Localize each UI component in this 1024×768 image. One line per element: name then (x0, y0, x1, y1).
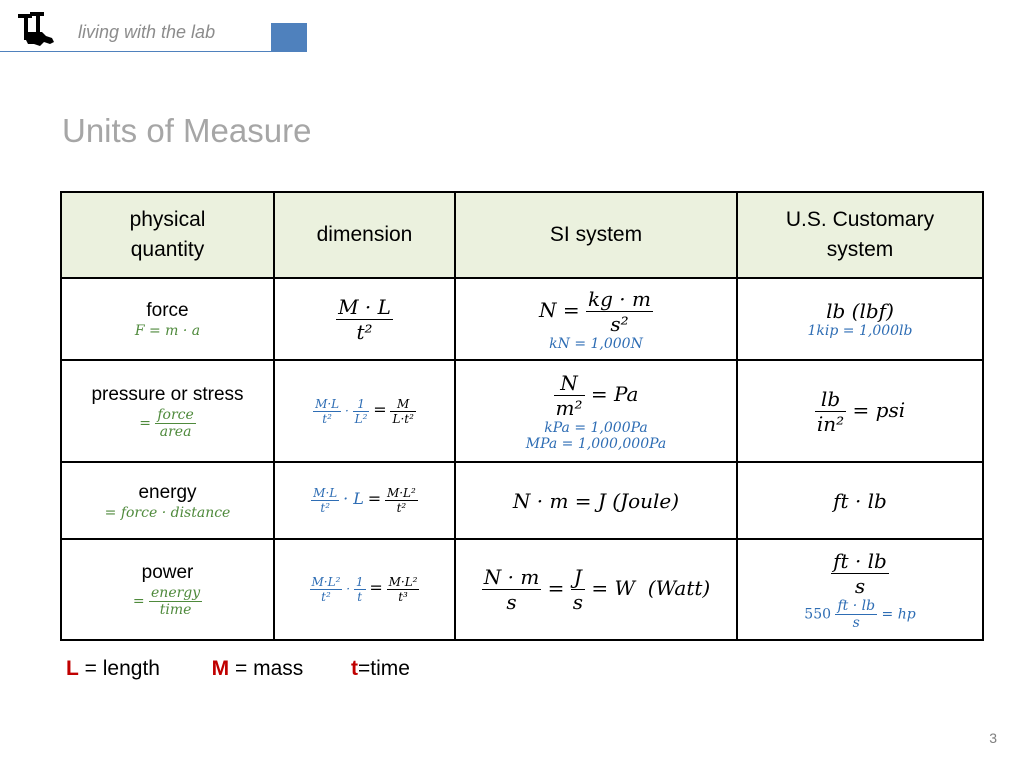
legend-M-letter: M (211, 657, 230, 680)
us-unit: ft · lb (833, 488, 887, 513)
legend-t-letter: t (350, 657, 358, 680)
cell-us-pressure: $\frac{lb}{\text{in²}}$ = psi (737, 360, 983, 462)
dimension-legend (66, 657, 410, 681)
dimension-fraction: $\frac{M \cdot L}{\text{t²}}$ (338, 294, 391, 344)
quantity-name: energy (138, 481, 197, 503)
us-unit: lb (lbf) (826, 299, 894, 323)
us-note: 1kip = 1,000lb (807, 323, 913, 339)
si-note-kpa: kPa = 1,000Pa (544, 419, 648, 436)
us-fraction: $\frac{lb}{\text{in²}}$ (816, 386, 845, 436)
header-us-customary-system: U.S. Customary system (737, 192, 983, 278)
cell-dimension-power: $\frac{\text{M·L²}}{\text{t²}}$ · $\frac{1}{t}$ = $\frac{\text{M·L²}}{\text{t³}}$ (274, 539, 455, 640)
header-accent-box (271, 23, 307, 52)
si-fraction: $\frac{N}{\text{m²}}$ (555, 370, 583, 420)
quantity-name: power (141, 562, 194, 583)
cell-si-energy (455, 462, 737, 539)
header-si-system: SI system (455, 192, 737, 278)
si-fraction: $\frac{kg \cdot m}{\text{s²}}$ (588, 286, 651, 336)
cell-quantity-pressure: pressure or stress = $\frac{\text{force}}{\text{area}}$ (61, 360, 274, 462)
header-dimension: dimension (274, 192, 455, 278)
cell-quantity-power: power = $\frac{\text{energy}}{\text{time}}$ (61, 539, 274, 640)
header-divider (0, 51, 307, 52)
header-physical-quantity: physical quantity (61, 192, 274, 278)
us-note: 550 $\frac{ft \cdot lb}{s}$ = hp (804, 597, 916, 631)
si-note-mpa: MPa = 1,000,000Pa (525, 435, 667, 452)
cell-dimension-force (274, 278, 455, 360)
table-row-power (61, 539, 983, 640)
legend-M-text: = mass (229, 657, 304, 680)
cell-dimension-pressure: $\frac{M\cdot L}{\text{t²}}$ · $\frac{1}{\text{L²}}$ = $\frac{M}{\text{L·t²}}$ (274, 360, 455, 462)
cell-dimension-energy: $\frac{M\cdot L}{\text{t²}}$ · L = $\frac{\text{M·L²}}{\text{t²}}$ (274, 462, 455, 539)
louisiana-tech-logo-icon (16, 10, 58, 48)
cell-us-energy (737, 462, 983, 539)
legend-L-text: = length (78, 657, 160, 680)
cell-si-power: $\frac{N \cdot m}{s}$ = $\frac{J}{s}$ = W (Watt) (455, 539, 737, 640)
cell-quantity-energy (61, 462, 274, 539)
slide-title: Units of Measure (62, 112, 312, 149)
legend-L-letter: L (66, 657, 79, 680)
legend-t-text: =time (357, 657, 410, 680)
us-fraction: $\frac{ft \cdot lb}{s}$ (833, 548, 887, 598)
cell-si-force: N = $\frac{kg \cdot m}{\text{s²}}$ kN = 1,000N (455, 278, 737, 360)
header-title: living with the lab (78, 22, 216, 42)
si-unit: N · m = J (Joule) (512, 488, 680, 513)
cell-si-pressure: $\frac{N}{\text{m²}}$ = Pa kPa = 1,000Pa MPa = 1,000,000Pa (455, 360, 737, 462)
quantity-name: pressure or stress (91, 383, 244, 405)
units-table (60, 191, 984, 641)
quantity-formula-fraction: $\frac{\text{energy}}{\text{time}}$ (151, 585, 201, 618)
quantity-name: force (146, 300, 189, 321)
cell-us-force (737, 278, 983, 360)
table-row-pressure (61, 360, 983, 462)
si-note: kN = 1,000N (549, 335, 643, 352)
cell-quantity-force (61, 278, 274, 360)
quantity-formula: = force · distance (104, 504, 231, 521)
table-row-energy (61, 462, 983, 539)
page-number: 3 (989, 730, 997, 746)
quantity-formula-fraction: $\frac{\text{force}}{\text{area}}$ (157, 406, 194, 440)
quantity-formula: F = m · a (134, 323, 201, 339)
table-row-force (61, 278, 983, 360)
table-header-row (61, 192, 983, 278)
cell-us-power (737, 539, 983, 640)
